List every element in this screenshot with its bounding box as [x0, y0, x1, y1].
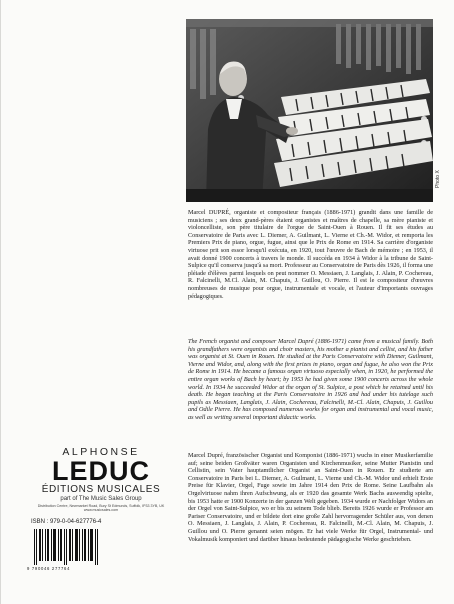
biography-german: Marcel Dupré, französischer Organist und Komponist (1886-1971) wuchs in einer Musikerfamilie auf; seine beiden Großväter waren Organisten und Kirchenmusiker, seine Mutter Pianistin und Cellistin, sein Vater hauptamtlicher Organist an Saint-Ouen in Rouen. Er studierte am Conservatoire in Paris bei L. Diemer, A. Guilmant, L. Vierne und Ch.-M. Widor und erhielt Erste Preise für Klavier, Orgel, Fuge sowie im Jahre 1914 den Prix de Rome. Seine Laufbahn als Orgelvirtuose nahm ihren Aufschwung, als er 1920 das gesamte Werk Bachs auswendig spielte, bis 1953 hatte er 1900 Konzerte in der ganzen Welt gegeben. 1934 wurde er Nachfolger Widors an der Orgel von Saint-Sulpice, wo er bis zu seinem Tode blieb. Bereits 1926 wurde er Professor am Pariser Conservatoire, und er bildete dort eine große Zahl hervorragender Schüler aus, von denen O. Messiaen, J. Langlais, J. Alain, P. Cochereau, R. Falcinelli, M.-Cl. Alain, M. Chapuis, J. Guillou und O. Pierre genannt seien mögen. Er hat viele Werke für Orgel, Instrumental- und Vokalmusik komponiert und darüber hinaus bedeutende pädagogische Werke geschrieben. [188, 452, 433, 543]
organ-console-image [186, 19, 433, 202]
photo-credit: Photo X [435, 170, 441, 188]
isbn: ISBN : 979-0-04-627776-4 [31, 519, 102, 525]
publisher-group: part of The Music Sales Group [60, 496, 142, 502]
barcode-number: 9 790046 277764 [27, 566, 71, 571]
biography-english: The French organist and composer Marcel Dupré (1886-1971) came from a musical family. Both his grandfathers were organists and choir masters, his mother a pianist and cellist, and his father was organist at St. Ouen in Rouen. He studied at the Paris Conservatoire with Diemer, Guilmant, Vierne and Widor, and, along with the first prizes in piano, organ and fugue, he also won the Prix de Rome in 1914. He became a famous organ virtuoso especially when, in 1920, he performed the entire organ works of Bach by heart; by 1953 he had given some 1900 concerts across the whole world. In 1934 he succeeded Widor at the organ of St. Sulpice, a post which he retained until his death. He began teaching at the Paris Conservatoire in 1926 and had under his tutelage such pupils as Messiaen, Langlais, J. Alain, Cochereau, Falcinelli, M.-Cl. Alain, Chapuis, J. Guillou and Odile Pierre. He has composed numerous works for organ and instrumental and vocal music, as well as writing several important didactic works. [188, 338, 433, 421]
publisher-name-main: LEDUC [52, 456, 150, 486]
publisher-address: Distribution Centre, Newmarket Road, Bury St Edmunds, Suffolk, IP33 3YB, UK www.musicsales.com [37, 504, 165, 513]
publisher-subtitle: ÉDITIONS MUSICALES [41, 484, 161, 495]
biography-french: Marcel DUPRÉ, organiste et compositeur français (1886-1971) grandit dans une famille de musiciens ; ses deux grand-pères étaient organistes et maîtres de chapelle, sa mère pianiste et violoncelliste, son père titulaire de l'orgue de Saint-Ouen à Rouen. Il fit ses études au Conservatoire de Paris avec L. Diemer, A. Guilmant, L. Vierne et Ch.-M. Widor, et remporta les Premiers Prix de piano, orgue, fugue, ainsi que le Prix de Rome en 1914. Sa carrière d'organiste virtuose prit son essor lorsqu'il exécuta, en 1920, tout l'œuvre de Bach de mémoire ; en 1953, il avait donné 1900 concerts à travers le monde. Il succéda en 1934 à Widor à la tribune de Saint-Sulpice qu'il conserva jusqu'à sa mort. Professeur au Conservatoire de Paris dès 1926, il forma une pléiade d'élèves parmi lesquels on peut nommer O. Messiaen, J. Langlais, J. Alain, P. Cochereau, R. Falcinelli, M.Cl. Alain, M. Chapuis, J. Guillou, O. Pierre. Il est le compositeur d'œuvres nombreuses de musique pour orgue, instrumentale et vocale, et l'auteur d'importants ouvrages pédagogiques. [188, 209, 433, 300]
publisher-logo [31, 446, 171, 513]
barcode-icon [32, 529, 102, 565]
publisher-name-first: ALPHONSE [62, 446, 140, 458]
organist-photo [186, 19, 433, 202]
